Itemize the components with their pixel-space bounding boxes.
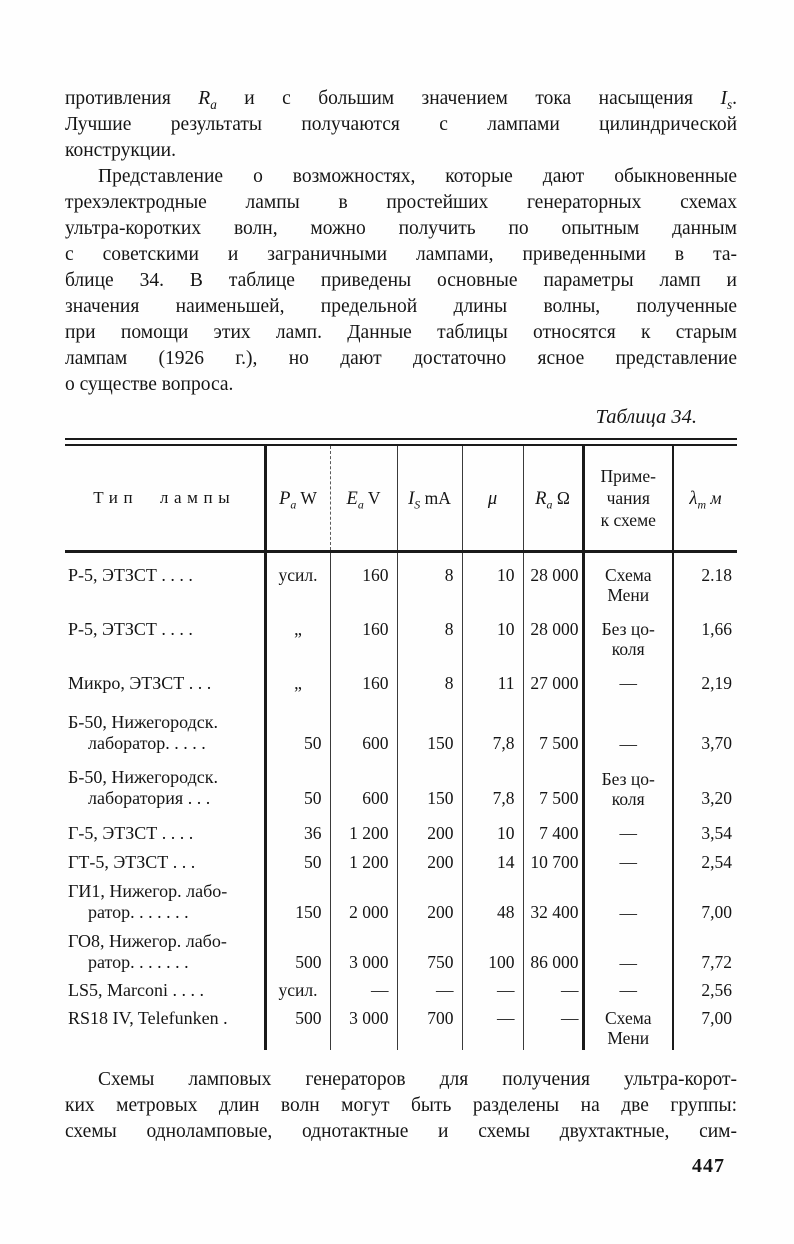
lamp-type-line2: лаборатория . . . — [88, 788, 211, 808]
table-header — [65, 446, 737, 552]
note-line1: Без цо- — [601, 769, 655, 789]
cell-mu: 7,8 — [462, 704, 523, 757]
cell-pa: 150 — [265, 876, 330, 926]
cell-is: 200 — [397, 811, 462, 847]
cell-lambda: 1,66 — [701, 619, 732, 639]
lamp-type-line1: Б-50, Нижегородск. — [68, 712, 218, 732]
paragraph-line: с советскими и заграничными лампами, приведенными в та- — [65, 244, 737, 265]
header-mu — [462, 446, 523, 552]
cell-is: 8 — [397, 552, 462, 610]
table-row — [65, 976, 737, 1004]
cell-ra: 86 000 — [523, 926, 583, 976]
cell-note — [583, 704, 673, 757]
cell-ra: — — [523, 1004, 583, 1050]
symbol-Ea: E — [346, 488, 358, 509]
header-ea — [330, 446, 397, 552]
cell-lambda: 3,20 — [701, 788, 732, 808]
paragraph-line: трехэлектродные лампы в простейших генераторных схемах — [65, 192, 737, 213]
paragraph-3 — [65, 1067, 737, 1145]
lamp-type-line1: Б-50, Нижегородск. — [68, 767, 218, 787]
symbol-mu: μ — [487, 488, 498, 509]
cell-lambda: 2,56 — [701, 980, 732, 1000]
symbol-Pa: P — [279, 488, 291, 509]
symbol-Ra: R — [535, 488, 547, 509]
subscript: m — [697, 497, 707, 511]
paragraph-line: Лучшие результаты получаются с лампами цилиндрической — [65, 114, 737, 135]
table-row — [65, 811, 737, 847]
page-number: 447 — [692, 1155, 725, 1177]
cell-ea: 1 200 — [330, 811, 397, 847]
text-run: противления — [65, 88, 171, 109]
table-row — [65, 552, 737, 610]
note-line1: Схема — [605, 1008, 652, 1028]
note-line2: Мени — [607, 585, 650, 605]
table-row — [65, 926, 737, 976]
note-line1: — — [619, 980, 637, 1000]
cell-pa: 50 — [265, 757, 330, 811]
cell-is: 8 — [397, 661, 462, 704]
cell-ea: 3 000 — [330, 926, 397, 976]
table-row — [65, 847, 737, 876]
unit-meter: м — [710, 487, 722, 508]
cell-note — [583, 811, 673, 847]
note-line1: — — [619, 673, 637, 693]
cell-lamp-type — [65, 552, 265, 610]
cell-ra: 28 000 — [523, 552, 583, 610]
table-top-double-rule — [65, 438, 737, 446]
cell-pa: усил. — [265, 552, 330, 610]
note-line1: Схема — [605, 565, 652, 585]
paragraph-line: Представление о возможностях, которые дают обыкновенные — [98, 166, 737, 187]
cell-pa: 500 — [265, 1004, 330, 1050]
cell-lamp-type — [65, 1004, 265, 1050]
symbol-Ra: R — [198, 88, 211, 109]
cell-pa: 50 — [265, 847, 330, 876]
cell-ra: 27 000 — [523, 661, 583, 704]
symbol-lambda: λ — [689, 488, 698, 509]
cell-ea: 160 — [330, 661, 397, 704]
cell-note — [583, 876, 673, 926]
cell-ea: 160 — [330, 609, 397, 661]
unit-volt: V — [367, 487, 381, 508]
header-lambda — [673, 446, 737, 552]
cell-pa: 36 — [265, 811, 330, 847]
paragraph-line: Схемы ламповых генераторов для получения ультра-корот- — [98, 1069, 737, 1090]
text-run: . — [732, 88, 737, 109]
note-line2: коля — [611, 789, 645, 809]
header-ra — [523, 446, 583, 552]
cell-mu: 11 — [462, 661, 523, 704]
lamp-type-line1: Р-5, ЭТЗСТ . . . . — [68, 619, 193, 639]
header-lamp-type: Тип лампы — [65, 446, 265, 552]
note-line1: — — [619, 734, 637, 754]
cell-lamp-type — [65, 704, 265, 757]
cell-ea: 160 — [330, 552, 397, 610]
cell-ea: 1 200 — [330, 847, 397, 876]
note-line1: — — [619, 852, 637, 872]
cell-note — [583, 847, 673, 876]
cell-lamp-type — [65, 847, 265, 876]
note-line1: Без цо- — [601, 619, 655, 639]
table-row — [65, 876, 737, 926]
header-row — [65, 446, 737, 552]
unit-ohm: Ω — [556, 487, 570, 508]
lamp-type-line1: ГИ1, Нижегор. лабо- — [68, 881, 228, 901]
table-caption: Таблица 34. — [595, 406, 697, 428]
subscript: s — [726, 96, 733, 112]
note-line1: — — [619, 903, 637, 923]
cell-note — [583, 661, 673, 704]
cell-note — [583, 1004, 673, 1050]
cell-note — [583, 757, 673, 811]
cell-mu: 7,8 — [462, 757, 523, 811]
cell-lambda: 3,54 — [701, 823, 732, 843]
header-notes-line2: чания — [606, 488, 650, 508]
cell-is: 150 — [397, 757, 462, 811]
cell-lambda: 2.18 — [701, 565, 732, 585]
cell-is: 750 — [397, 926, 462, 976]
paragraph-line — [65, 86, 737, 112]
header-is — [397, 446, 462, 552]
note-line2: коля — [611, 639, 645, 659]
cell-lambda: 2,19 — [701, 673, 732, 693]
unit-milliamp: mA — [424, 487, 451, 508]
lamp-type-line1: Р-5, ЭТЗСТ . . . . — [68, 565, 193, 585]
cell-pa: „ — [265, 661, 330, 704]
paragraph-line: при помощи этих ламп. Данные таблицы относятся к старым — [65, 322, 737, 343]
note-line1: — — [619, 953, 637, 973]
cell-ra: — — [523, 976, 583, 1004]
note-line2: Мени — [607, 1028, 650, 1048]
cell-is: — — [397, 976, 462, 1004]
lamp-type-line1: LS5, Marconi . . . . — [68, 980, 204, 1000]
header-notes-line3: к схеме — [600, 510, 656, 530]
cell-mu: — — [462, 1004, 523, 1050]
note-line1: — — [619, 823, 637, 843]
paragraph-line: блице 34. В таблице приведены основные параметры ламп и — [65, 270, 737, 291]
cell-note — [583, 926, 673, 976]
cell-ra: 10 700 — [523, 847, 583, 876]
cell-ea: 600 — [330, 704, 397, 757]
cell-ra: 7 400 — [523, 811, 583, 847]
cell-note — [583, 609, 673, 661]
header-pa — [265, 446, 330, 552]
paragraph-line: лампам (1926 г.), но дают достаточно ясное представление — [65, 348, 737, 369]
cell-pa: усил. — [265, 976, 330, 1004]
cell-lamp-type — [65, 811, 265, 847]
cell-mu: 10 — [462, 609, 523, 661]
table-row — [65, 661, 737, 704]
lamp-type-line1: ГО8, Нижегор. лабо- — [68, 931, 227, 951]
text-run: и с большим значением тока насыщения — [244, 88, 693, 109]
table-row — [65, 757, 737, 811]
subscript: a — [210, 96, 217, 112]
paragraph-1 — [65, 86, 737, 164]
cell-ra: 28 000 — [523, 609, 583, 661]
cell-ea: 3 000 — [330, 1004, 397, 1050]
cell-note — [583, 552, 673, 610]
cell-ra: 7 500 — [523, 757, 583, 811]
paragraph-line: значения наименьшей, предельной длины волны, полученные — [65, 296, 737, 317]
paragraph-line: схемы одноламповые, однотактные и схемы двухтактные, сим- — [65, 1121, 737, 1142]
cell-lamp-type — [65, 976, 265, 1004]
paragraph-line: ультра-коротких волн, можно получить по опытным данным — [65, 218, 737, 239]
cell-mu: — — [462, 976, 523, 1004]
subscript: a — [290, 497, 297, 511]
cell-pa: 500 — [265, 926, 330, 976]
cell-pa: 50 — [265, 704, 330, 757]
cell-is: 8 — [397, 609, 462, 661]
cell-is: 200 — [397, 847, 462, 876]
subscript: a — [546, 497, 553, 511]
cell-lamp-type — [65, 661, 265, 704]
cell-lambda: 3,70 — [701, 733, 732, 753]
page-content — [65, 0, 737, 1178]
cell-mu: 10 — [462, 552, 523, 610]
cell-ra: 32 400 — [523, 876, 583, 926]
cell-ea: — — [330, 976, 397, 1004]
lamp-type-line1: Г-5, ЭТЗСТ . . . . — [68, 823, 194, 843]
cell-mu: 14 — [462, 847, 523, 876]
cell-is: 200 — [397, 876, 462, 926]
header-notes-line1: Приме- — [600, 466, 656, 486]
cell-lambda: 7,00 — [701, 902, 732, 922]
cell-lamp-type — [65, 609, 265, 661]
cell-mu: 10 — [462, 811, 523, 847]
symbol-Is: I — [720, 88, 727, 109]
lamp-type-line1: RS18 IV, Telefunken . — [68, 1008, 228, 1028]
cell-ea: 2 000 — [330, 876, 397, 926]
table-row — [65, 609, 737, 661]
cell-ra: 7 500 — [523, 704, 583, 757]
cell-lambda: 7,72 — [701, 952, 732, 972]
cell-mu: 48 — [462, 876, 523, 926]
cell-pa: „ — [265, 609, 330, 661]
cell-ea: 600 — [330, 757, 397, 811]
cell-is: 700 — [397, 1004, 462, 1050]
cell-mu: 100 — [462, 926, 523, 976]
table-body — [65, 552, 737, 1051]
subscript: S — [414, 497, 421, 511]
paragraph-2 — [65, 164, 737, 398]
cell-lamp-type — [65, 926, 265, 976]
paragraph-line: о существе вопроса. — [65, 374, 234, 395]
lamp-type-line2: ратор. . . . . . . — [88, 952, 189, 972]
cell-lambda: 2,54 — [701, 852, 732, 872]
cell-lamp-type — [65, 876, 265, 926]
paragraph-line: конструкции. — [65, 140, 176, 161]
cell-lamp-type — [65, 757, 265, 811]
lamp-type-line2: лаборатор. . . . . — [88, 733, 206, 753]
unit-watt: W — [300, 487, 317, 508]
table-row — [65, 1004, 737, 1050]
lamp-parameters-table — [65, 446, 737, 1050]
paragraph-line: ких метровых длин волн могут быть разделены на две группы: — [65, 1095, 737, 1116]
cell-lambda: 7,00 — [701, 1008, 732, 1028]
symbol-Is: I — [408, 488, 415, 509]
cell-is: 150 — [397, 704, 462, 757]
header-notes — [583, 446, 673, 552]
subscript: a — [357, 497, 364, 511]
lamp-type-line1: ГТ-5, ЭТЗСТ . . . — [68, 852, 196, 872]
table-row — [65, 704, 737, 757]
lamp-type-line1: Микро, ЭТЗСТ . . . — [68, 673, 212, 693]
lamp-type-line2: ратор. . . . . . . — [88, 902, 189, 922]
cell-note — [583, 976, 673, 1004]
